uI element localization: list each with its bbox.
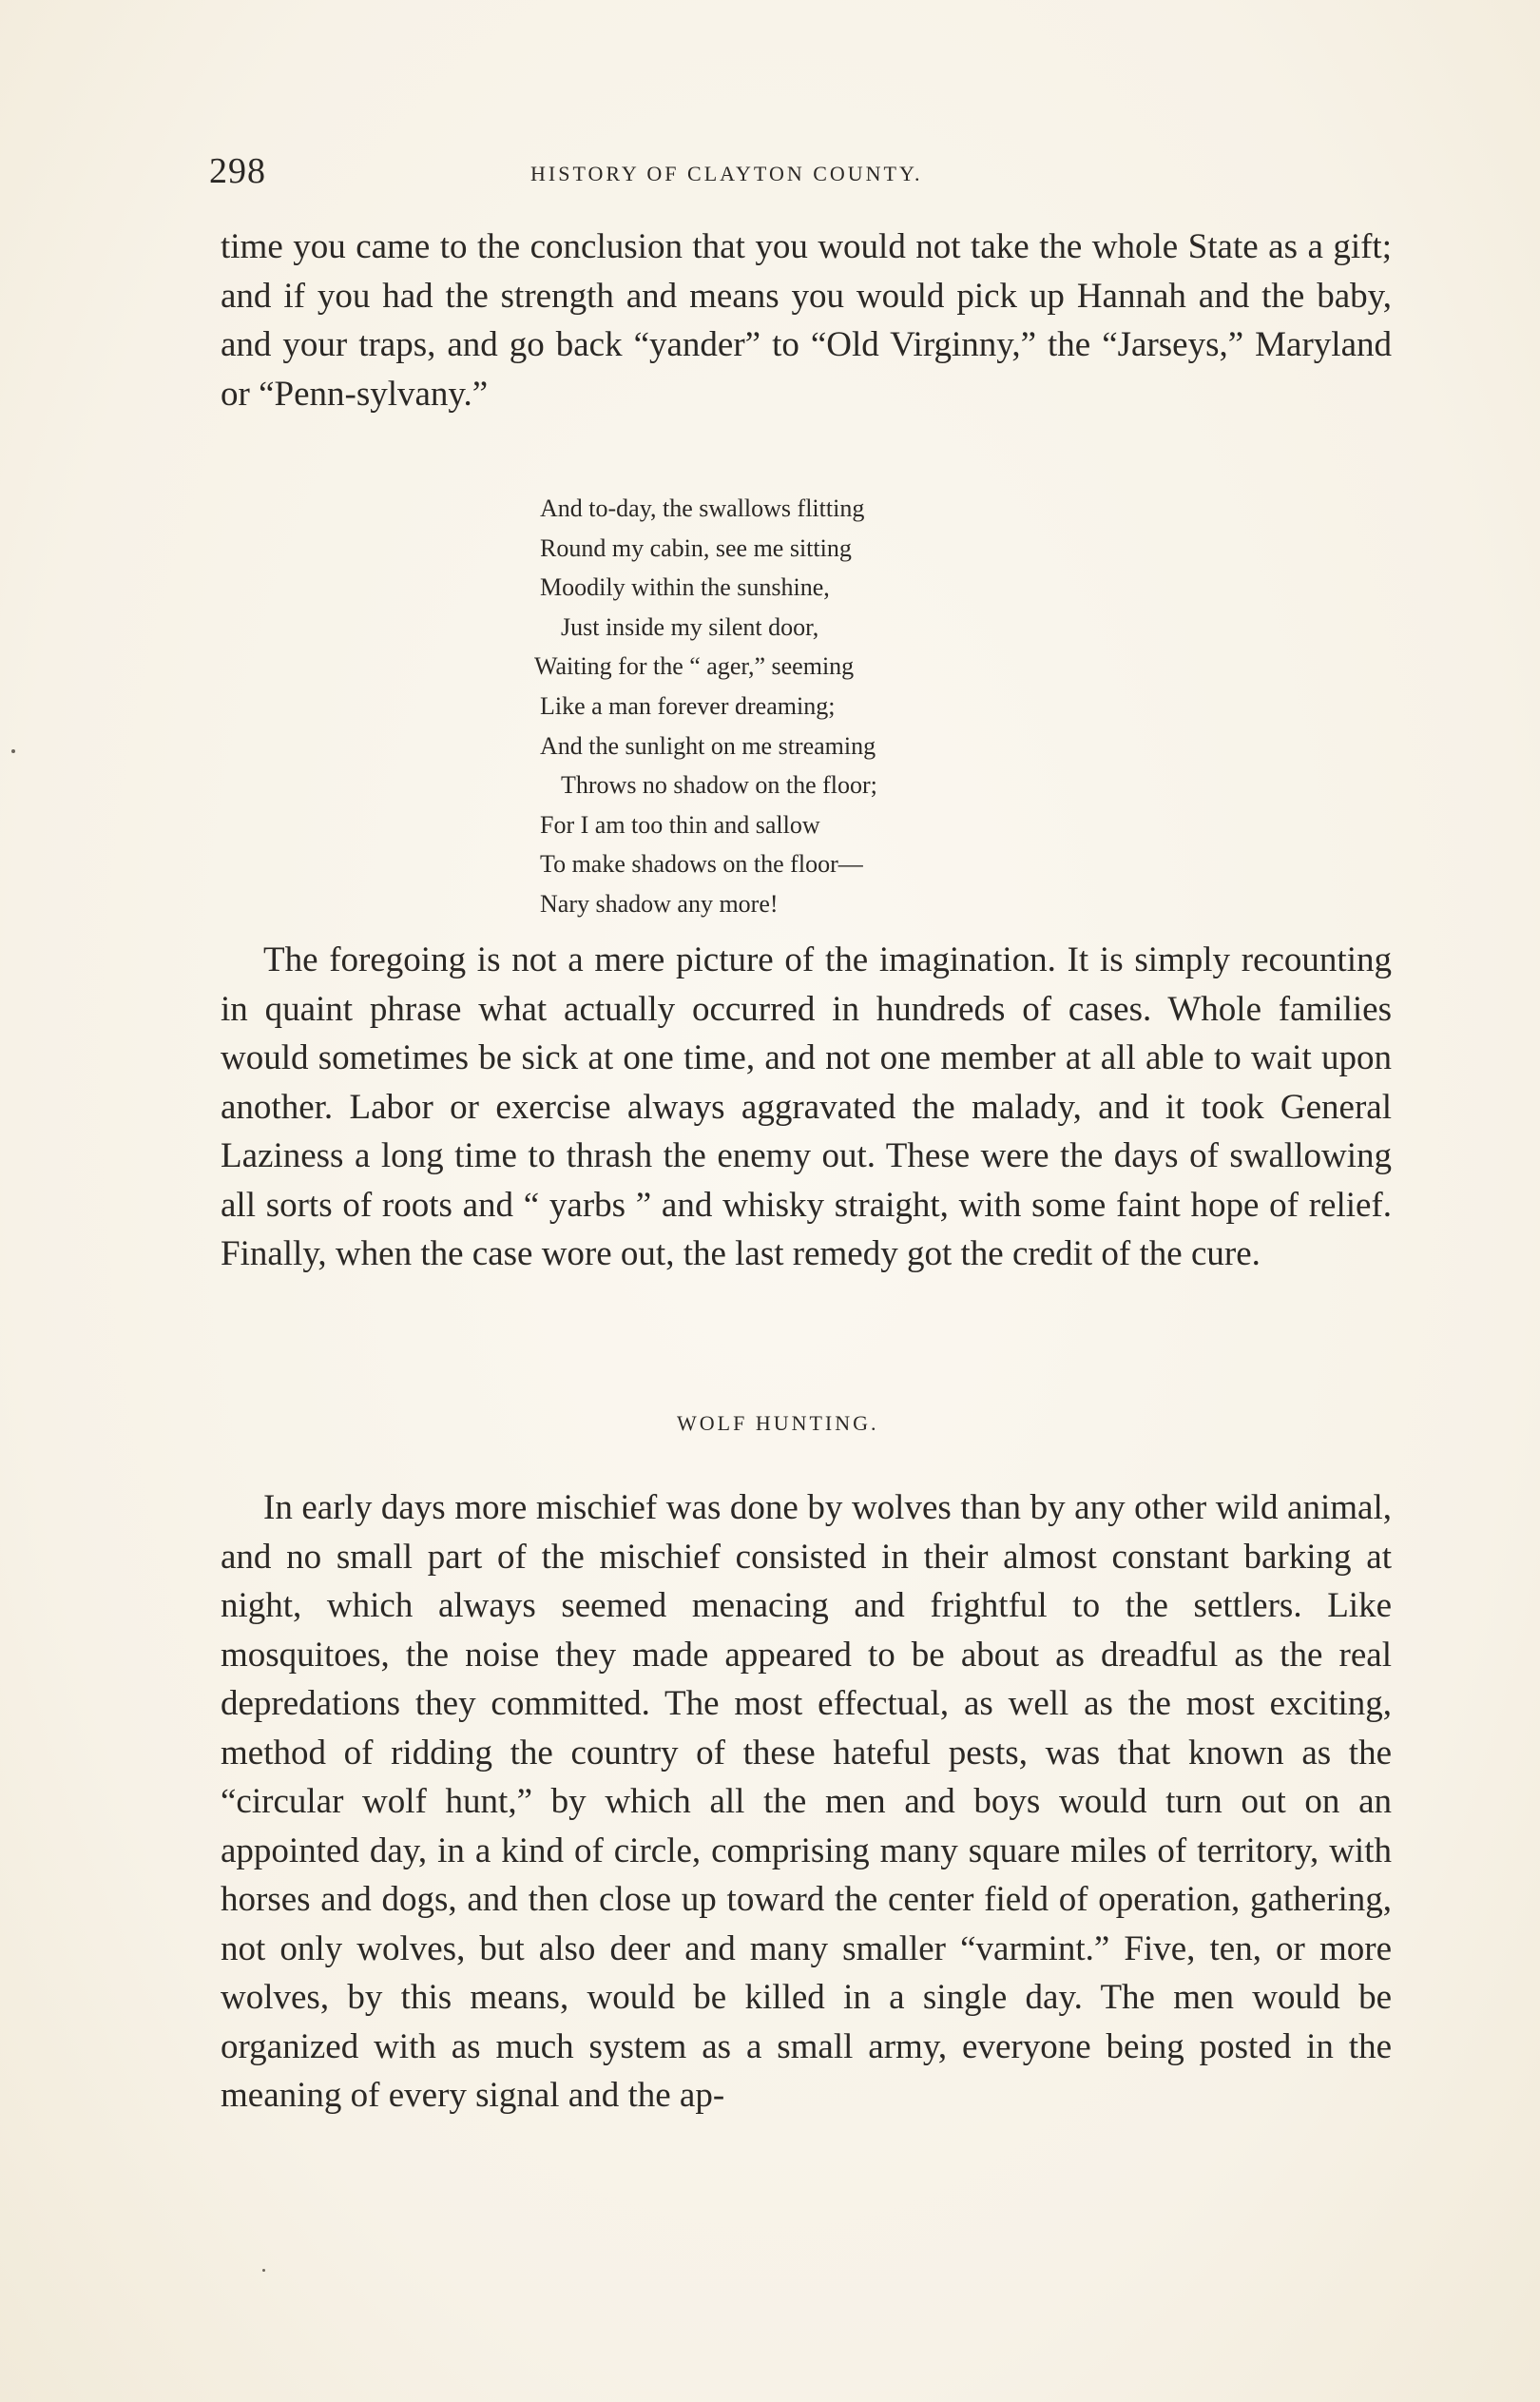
poem-line: Like a man forever dreaming; bbox=[540, 691, 836, 720]
poem-line: Moodily within the sunshine, bbox=[540, 573, 830, 602]
poem-verse bbox=[534, 489, 1110, 924]
paragraph-wolf-hunting bbox=[221, 1483, 1392, 2121]
poem-line: Nary shadow any more! bbox=[540, 889, 779, 918]
paragraph-foregoing bbox=[221, 936, 1392, 1279]
poem-line: And to-day, the swallows flitting bbox=[540, 494, 865, 522]
paragraph-text: time you came to the conclusion that you would not take the whole State as a gift; and if you had the strength and means you would pick up Hannah and the baby, and your traps, and go back “yander” to “Old Virginny,” the “Jarseys,” Maryland or “Penn-sylvany.” bbox=[221, 227, 1392, 414]
running-head: HISTORY OF CLAYTON COUNTY. bbox=[530, 162, 923, 185]
paragraph-text: In early days more mischief was done by wolves than by any other wild animal, and no small part of the mischief consisted in their almost constant barking at night, which always seemed menacing and frightful to the settlers. Like mosquitoes, the noise they made appeared to be about as dreadful as the real depredations they committed. The most effectual, as well as the most exciting, method of ridding the country of these hateful pests, was that known as the “circular wolf hunt,” by which all the men and boys would turn out on an appointed day, in a kind of circle, comprising many square miles of territory, with horses and dogs, and then close up toward the center field of operation, gathering, not only wolves, but also deer and many smaller “varmint.” Five, ten, or more wolves, by this means, would be killed in a single day. The men would be organized with as much system as a small army, everyone being posted in the meaning of every signal and the ap- bbox=[221, 1488, 1392, 2115]
poem-line: Throws no shadow on the floor; bbox=[561, 771, 877, 800]
paragraph-continued bbox=[221, 223, 1392, 418]
poem-line: Waiting for the “ ager,” seeming bbox=[534, 652, 855, 681]
print-speck bbox=[11, 749, 15, 753]
page-number: 298 bbox=[209, 151, 266, 191]
poem-line: Round my cabin, see me sitting bbox=[540, 533, 852, 562]
page-header bbox=[209, 150, 1397, 191]
print-speck bbox=[262, 2269, 265, 2272]
poem-line: To make shadows on the floor— bbox=[540, 850, 863, 879]
paragraph-text: The foregoing is not a mere picture of the imagination. It is simply recounting in quaint phrase what actually occurred in hundreds of cases. Whole families would sometimes be sick at one time, and not one member at all able to wait upon another. Labor or exercise always aggravated the malady, and it took General Laziness a long time to thrash the enemy out. These were the days of swallowing all sorts of roots and “ yarbs ” and whisky straight, with some faint hope of relief. Finally, when the case wore out, the last remedy got the credit of the cure. bbox=[221, 940, 1392, 1273]
section-heading: WOLF HUNTING. bbox=[677, 1411, 879, 1435]
poem-line: For I am too thin and sallow bbox=[540, 810, 820, 839]
poem-line: And the sunlight on me streaming bbox=[540, 731, 876, 760]
poem-line: Just inside my silent door, bbox=[561, 612, 819, 641]
